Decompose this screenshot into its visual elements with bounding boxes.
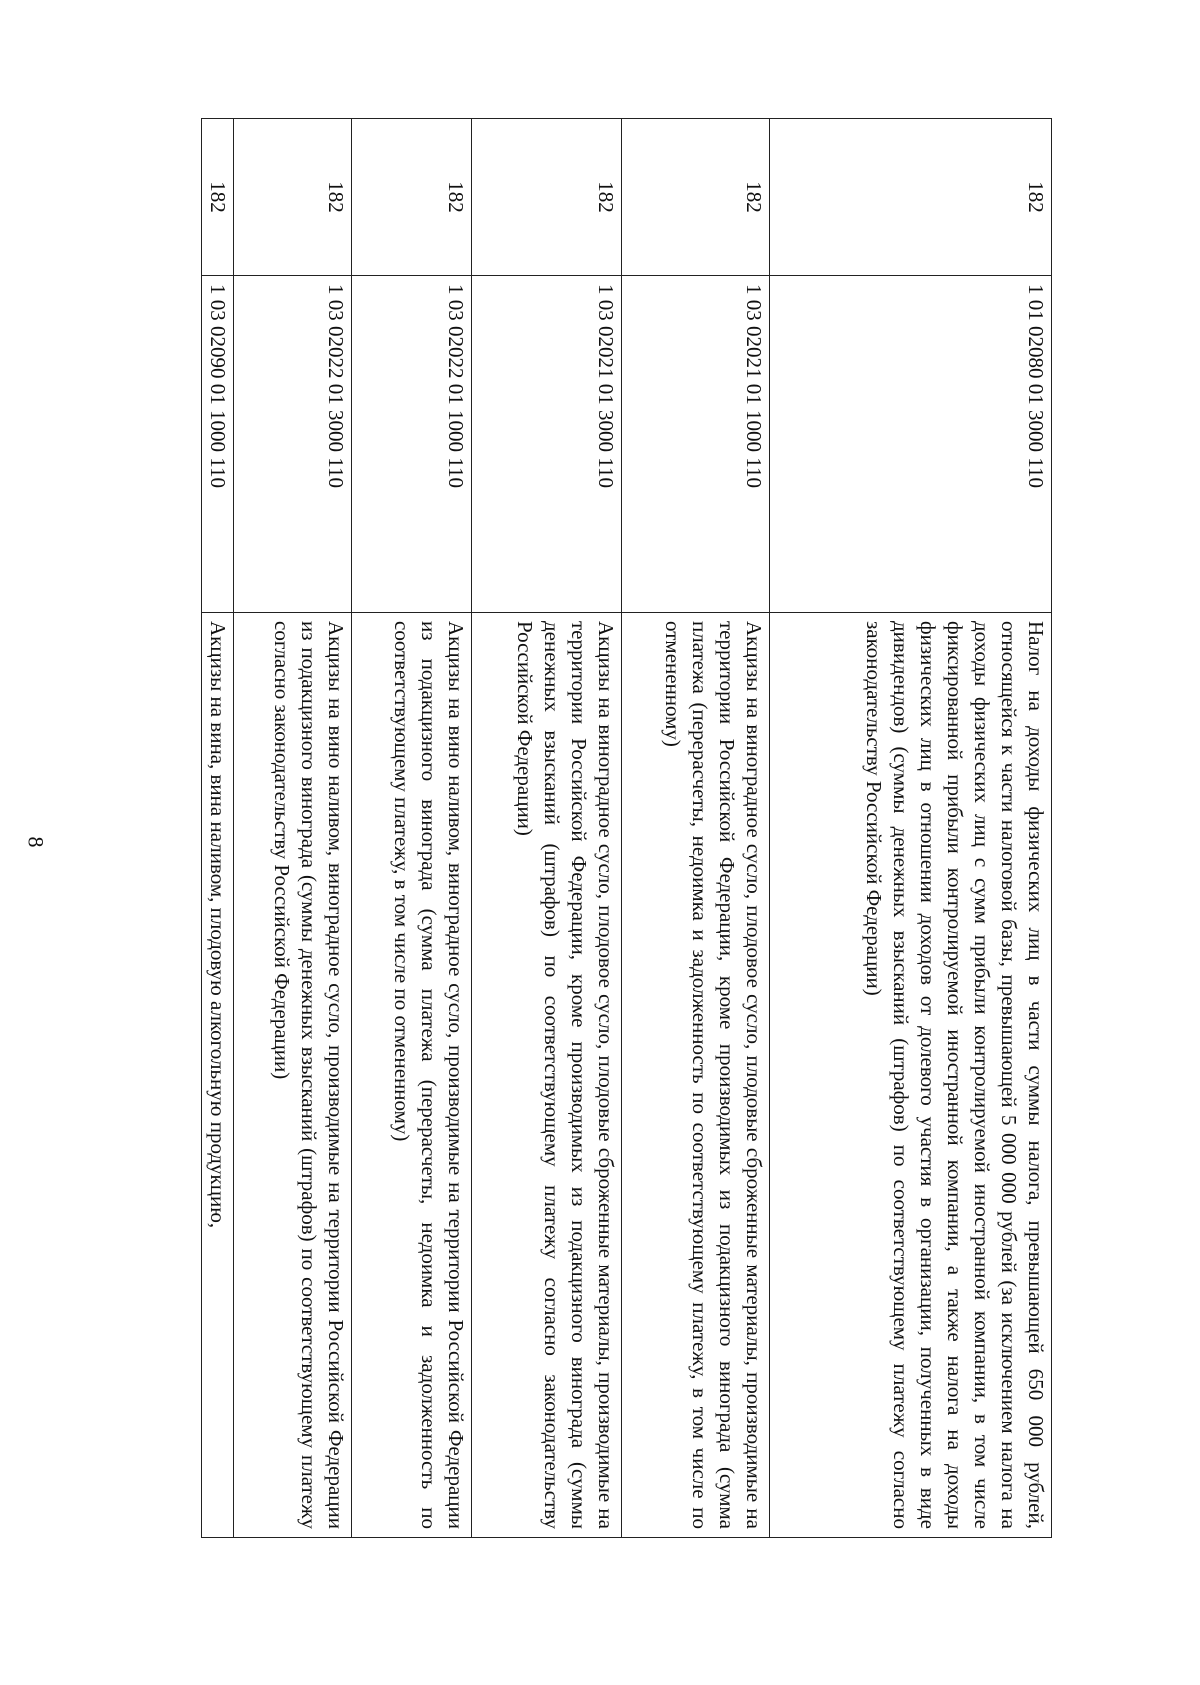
admin-code-cell: 182 [352,119,472,276]
revenue-name-cell: Акцизы на вино наливом, виноградное сусло, производимые на территории Российской Федерации из подакцизного винограда (суммы денежных взысканий (штрафов) по соответствующему платежу согласно законодательству Российской Федерации) [234,613,352,1538]
revenue-name-cell: Акцизы на виноградное сусло, плодовое сусло, плодовые сброженные материалы, производимые на территории Российской Федерации, кроме производимых из подакцизного винограда (сумма платежа (перерасчеты, недоимка и задолженность по соответствующему платежу, в том числе по отмененному) [622,613,770,1538]
revenue-name-cell: Акцизы на вина, вина наливом, плодовую алкогольную продукцию, [202,613,234,1538]
admin-code-cell: 182 [202,119,234,276]
table-row [472,119,622,1538]
admin-code-cell: 182 [770,119,1052,276]
kbk-code-cell: 1 03 02021 01 3000 110 [472,276,622,613]
revenue-name-cell: Акцизы на вино наливом, виноградное сусло, производимые на территории Российской Федерации из подакцизного винограда (сумма платежа (перерасчеты, недоимка и задолженность по соответствующему платежу, в том числе по отмененному) [352,613,472,1538]
admin-code-cell: 182 [622,119,770,276]
kbk-code-cell: 1 01 02080 01 3000 110 [770,276,1052,613]
page-number: 8 [23,836,49,848]
revenue-name-cell: Акцизы на виноградное сусло, плодовое сусло, плодовые сброженные материалы, производимые на территории Российской Федерации, кроме производимых из подакцизного винограда (суммы денежных взысканий (штрафов) по соответствующему платежу согласно законодательству Российской Федерации) [472,613,622,1538]
table-row [770,119,1052,1538]
budget-classification-table [201,118,1052,1538]
kbk-code-cell: 1 03 02090 01 1000 110 [202,276,234,613]
admin-code-cell: 182 [234,119,352,276]
rotated-table-container [107,118,1052,1538]
kbk-code-cell: 1 03 02022 01 1000 110 [352,276,472,613]
kbk-code-cell: 1 03 02022 01 3000 110 [234,276,352,613]
table-row [622,119,770,1538]
admin-code-cell: 182 [472,119,622,276]
revenue-name-cell: Налог на доходы физических лиц в части суммы налога, превышающей 650 000 рублей, относящейся к части налоговой базы, превышающей 5 000 000 рублей (за исключением налога на доходы физических лиц с сумм прибыли контролируемой иностранной компании, в том числе фиксированной прибыли контролируемой иностранной компании, а также налога на доходы физических лиц в отношении доходов от долевого участия в организации, полученных в виде дивидендов) (суммы денежных взысканий (штрафов) по соответствующему платежу согласно законодательству Российской Федерации) [770,613,1052,1538]
table-row [234,119,352,1538]
kbk-code-cell: 1 03 02021 01 1000 110 [622,276,770,613]
table-row [352,119,472,1538]
table-row [202,119,234,1538]
